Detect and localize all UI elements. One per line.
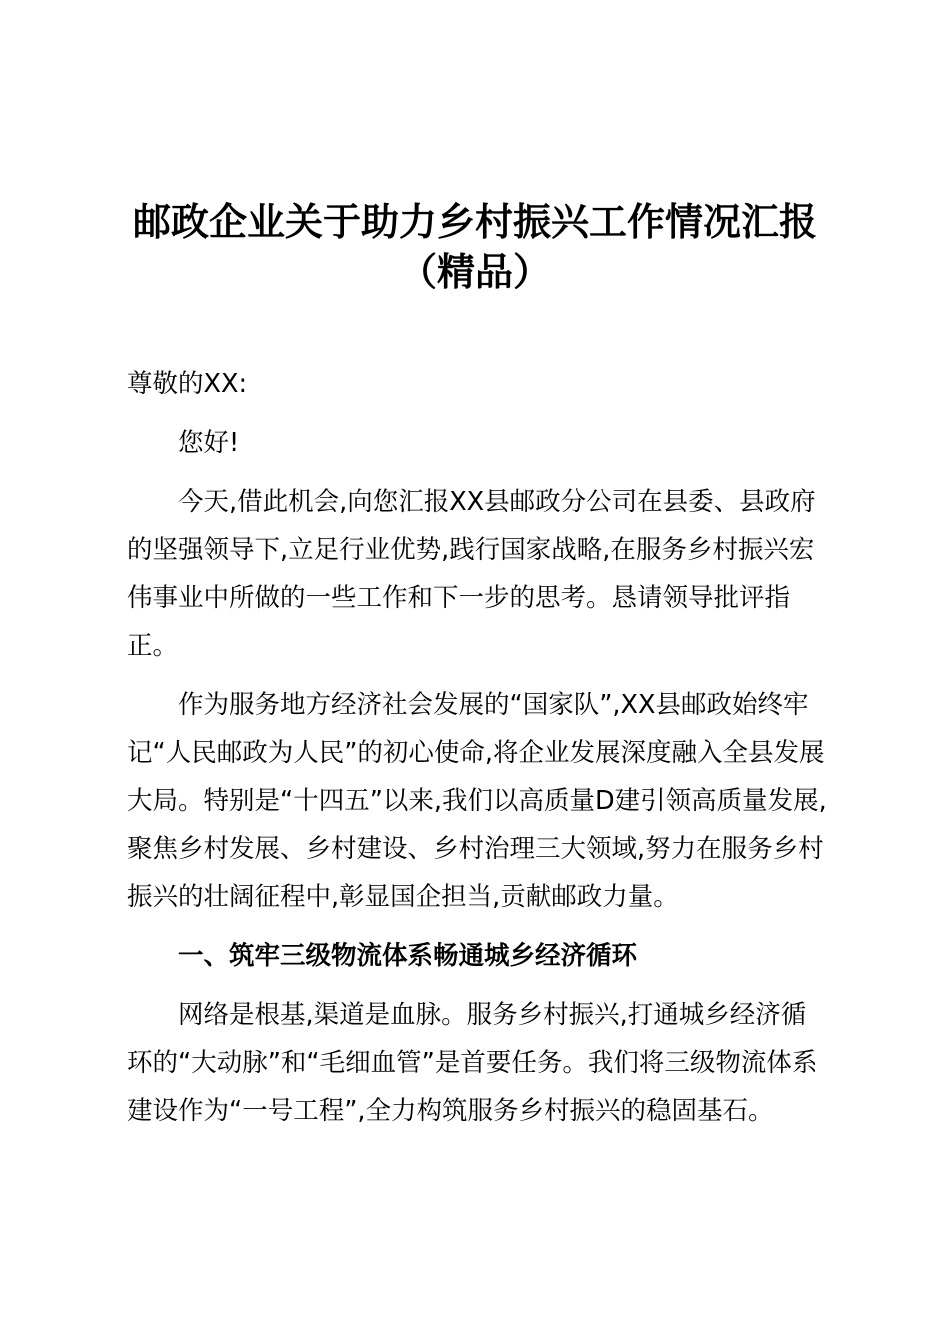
salutation: 尊敬的XX: bbox=[127, 369, 248, 399]
document-body bbox=[127, 360, 827, 1146]
document-title: 邮政企业关于助力乡村振兴工作情况汇报 bbox=[132, 199, 817, 244]
greeting: 您好! bbox=[178, 428, 240, 458]
document-title-suffix: （精品） bbox=[398, 249, 551, 294]
paragraph-intro: 今天,借此机会,向您汇报XX县邮政分公司在县委、县政府的坚强领导下,立足行业优势,践行国家战略,在服务乡村振兴宏伟事业中所做的一些工作和下一步的思考。恳请领导批评指正。 bbox=[127, 487, 816, 661]
paragraph-background: 作为服务地方经济社会发展的“国家队”,XX县邮政始终牢记“人民邮政为人民”的初心使命,将企业发展深度融入全县发展大局。特别是“十四五”以来,我们以高质量D建引领高质量发展,聚焦乡村发展、乡村建设、乡村治理三大领域,努力在服务乡村振兴的壮阔征程中,彰显国企担当,贡献邮政力量。 bbox=[127, 690, 827, 912]
section-paragraph: 网络是根基,渠道是血脉。服务乡村振兴,打通城乡经济循环的“大动脉”和“毛细血管”是首要任务。我们将三级物流体系建设作为“一号工程”,全力构筑服务乡村振兴的稳固基石。 bbox=[127, 1000, 818, 1126]
section-heading: 一、筑牢三级物流体系畅通城乡经济循环 bbox=[178, 941, 638, 971]
